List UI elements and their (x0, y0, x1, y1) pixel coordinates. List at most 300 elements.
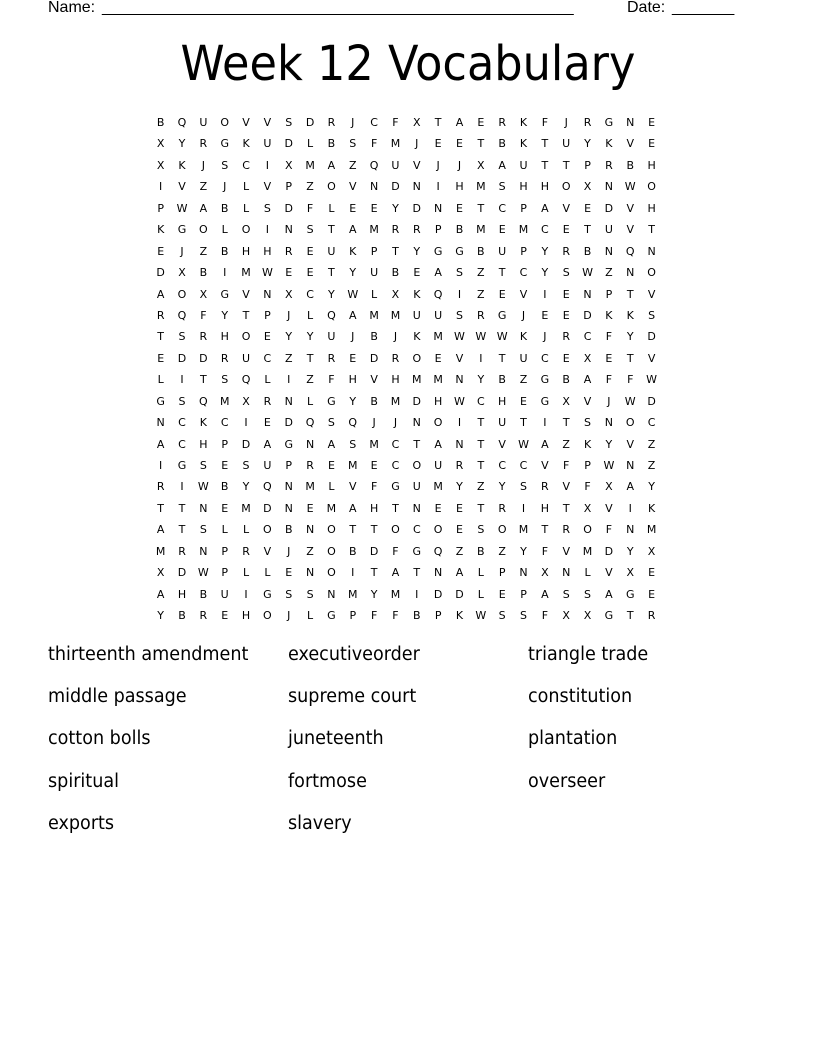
grid-letter[interactable]: W (347, 287, 359, 301)
grid-letter[interactable]: B (413, 609, 421, 623)
grid-letter[interactable]: E (498, 223, 506, 237)
grid-letter[interactable]: L (242, 201, 250, 215)
grid-letter[interactable]: F (541, 544, 549, 558)
grid-letter[interactable]: D (583, 308, 592, 322)
grid-letter[interactable]: D (199, 351, 208, 365)
grid-letter[interactable]: D (369, 544, 379, 558)
grid-letter[interactable]: T (370, 523, 378, 537)
grid-letter[interactable]: Q (433, 287, 443, 301)
grid-letter[interactable]: V (647, 351, 656, 365)
grid-letter[interactable]: T (328, 266, 335, 280)
grid-letter[interactable]: X (626, 566, 634, 580)
grid-letter[interactable]: O (561, 180, 571, 194)
grid-letter[interactable]: V (519, 287, 528, 301)
grid-letter[interactable]: D (647, 330, 656, 344)
grid-letter[interactable]: N (626, 266, 635, 280)
grid-letter[interactable]: L (264, 566, 271, 580)
grid-letter[interactable]: V (626, 223, 634, 237)
grid-letter[interactable]: W (603, 459, 615, 472)
grid-letter[interactable]: N (519, 566, 528, 580)
grid-letter[interactable]: D (455, 587, 464, 601)
grid-letter[interactable]: E (306, 244, 314, 258)
grid-letter[interactable]: D (604, 544, 614, 558)
grid-letter[interactable]: Q (305, 416, 315, 430)
grid-letter[interactable]: U (519, 158, 528, 172)
grid-letter[interactable]: Q (263, 480, 272, 494)
grid-letter[interactable]: E (370, 459, 378, 472)
grid-letter[interactable]: I (244, 587, 248, 601)
grid-letter[interactable]: Q (369, 158, 379, 172)
grid-letter[interactable]: N (263, 287, 272, 301)
grid-letter[interactable]: H (348, 373, 357, 387)
grid-letter[interactable]: P (605, 287, 613, 301)
grid-letter[interactable]: A (156, 523, 165, 537)
grid-letter[interactable]: X (647, 544, 656, 558)
grid-letter[interactable]: W (454, 330, 465, 344)
grid-letter[interactable]: O (625, 416, 635, 430)
grid-letter[interactable]: Y (626, 330, 634, 344)
grid-letter[interactable]: E (370, 201, 378, 215)
grid-letter[interactable]: M (433, 330, 443, 344)
grid-letter[interactable]: T (562, 416, 570, 430)
grid-letter[interactable]: X (583, 609, 592, 623)
grid-letter[interactable]: E (648, 566, 656, 580)
grid-letter[interactable]: O (647, 266, 656, 280)
grid-letter[interactable]: X (156, 566, 165, 580)
grid-letter[interactable]: W (624, 394, 636, 408)
grid-letter[interactable]: N (626, 116, 635, 129)
grid-letter[interactable]: D (647, 394, 656, 408)
grid-letter[interactable]: L (242, 180, 250, 194)
grid-letter[interactable]: R (391, 351, 400, 365)
grid-letter[interactable]: L (157, 373, 164, 387)
grid-letter[interactable]: J (436, 158, 440, 172)
grid-letter[interactable]: J (287, 308, 291, 322)
grid-letter[interactable]: N (156, 416, 165, 430)
grid-letter[interactable]: Y (541, 244, 549, 258)
grid-letter[interactable]: H (540, 180, 549, 194)
grid-letter[interactable]: L (307, 137, 314, 151)
grid-letter[interactable]: F (605, 523, 613, 537)
grid-letter[interactable]: N (284, 480, 293, 494)
grid-letter[interactable]: E (477, 116, 485, 129)
grid-letter[interactable]: T (328, 223, 335, 237)
grid-letter[interactable]: K (605, 137, 613, 151)
grid-letter[interactable]: I (351, 566, 355, 580)
grid-letter[interactable]: Q (433, 544, 443, 558)
grid-letter[interactable]: V (413, 158, 421, 172)
grid-letter[interactable]: M (433, 480, 443, 494)
grid-letter[interactable]: C (519, 266, 528, 280)
grid-letter[interactable]: O (583, 523, 592, 537)
grid-letter[interactable]: O (433, 523, 443, 537)
grid-letter[interactable]: T (626, 609, 634, 623)
grid-letter[interactable]: E (221, 609, 229, 623)
grid-letter[interactable]: R (199, 609, 208, 623)
grid-letter[interactable]: H (241, 244, 251, 258)
grid-letter[interactable]: P (285, 180, 293, 194)
grid-letter[interactable]: M (241, 266, 251, 280)
grid-letter[interactable]: N (434, 566, 443, 580)
grid-letter[interactable]: K (455, 609, 464, 623)
grid-letter[interactable]: O (647, 180, 656, 194)
grid-letter[interactable]: P (370, 244, 378, 258)
grid-letter[interactable]: H (434, 394, 443, 408)
grid-letter[interactable]: L (371, 287, 378, 301)
grid-letter[interactable]: E (498, 587, 506, 601)
grid-letter[interactable]: U (220, 587, 229, 601)
grid-letter[interactable]: J (201, 158, 205, 172)
grid-letter[interactable]: Q (327, 308, 336, 322)
grid-letter[interactable]: O (199, 223, 208, 237)
grid-letter[interactable]: S (263, 201, 271, 215)
grid-letter[interactable]: E (520, 394, 527, 408)
grid-letter[interactable]: V (562, 544, 570, 558)
grid-letter[interactable]: I (457, 416, 462, 430)
grid-letter[interactable]: E (434, 501, 442, 515)
grid-letter[interactable]: M (390, 587, 401, 601)
grid-letter[interactable]: V (647, 287, 656, 301)
grid-letter[interactable]: K (519, 330, 528, 344)
grid-letter[interactable]: T (199, 373, 207, 387)
grid-letter[interactable]: R (284, 244, 293, 258)
grid-letter[interactable]: Z (306, 544, 314, 558)
grid-letter[interactable]: T (370, 566, 378, 580)
grid-letter[interactable]: M (219, 394, 230, 408)
grid-letter[interactable]: Z (562, 437, 570, 451)
grid-letter[interactable]: P (221, 544, 229, 558)
grid-letter[interactable]: E (562, 287, 570, 301)
grid-letter[interactable]: E (285, 266, 293, 280)
grid-letter[interactable]: V (626, 437, 634, 451)
grid-letter[interactable]: A (541, 587, 549, 601)
grid-letter[interactable]: V (349, 180, 357, 194)
grid-letter[interactable]: L (307, 308, 314, 322)
grid-letter[interactable]: L (477, 587, 484, 601)
grid-letter[interactable]: S (498, 609, 506, 623)
grid-letter[interactable]: M (369, 223, 379, 237)
grid-letter[interactable]: E (456, 501, 463, 515)
grid-letter[interactable]: I (180, 373, 184, 387)
grid-letter[interactable]: S (221, 158, 229, 172)
grid-letter[interactable]: E (605, 351, 613, 365)
grid-letter[interactable]: X (583, 501, 592, 515)
grid-letter[interactable]: F (605, 330, 613, 344)
grid-letter[interactable]: N (626, 459, 635, 472)
grid-letter[interactable]: F (370, 137, 378, 151)
grid-letter[interactable]: A (541, 201, 549, 215)
grid-letter[interactable]: T (584, 223, 591, 237)
grid-letter[interactable]: L (307, 394, 314, 408)
grid-letter[interactable]: F (392, 116, 399, 129)
grid-letter[interactable]: Q (625, 244, 635, 258)
grid-letter[interactable]: W (475, 330, 487, 344)
grid-letter[interactable]: M (305, 480, 315, 494)
grid-letter[interactable]: M (326, 501, 337, 515)
grid-letter[interactable]: W (646, 373, 658, 387)
grid-letter[interactable]: S (349, 437, 357, 451)
grid-letter[interactable]: H (391, 373, 400, 387)
grid-letter[interactable]: X (541, 566, 549, 580)
grid-letter[interactable]: A (434, 437, 442, 451)
grid-letter[interactable]: K (349, 244, 357, 258)
grid-letter[interactable]: I (287, 373, 291, 387)
grid-letter[interactable]: G (220, 287, 229, 301)
grid-letter[interactable]: R (306, 459, 314, 472)
grid-letter[interactable]: L (477, 566, 484, 580)
grid-letter[interactable]: P (520, 201, 527, 215)
grid-letter[interactable]: B (284, 523, 293, 537)
grid-letter[interactable]: A (455, 566, 464, 580)
grid-letter[interactable]: U (434, 308, 443, 322)
grid-letter[interactable]: O (241, 330, 251, 344)
grid-letter[interactable]: N (305, 523, 315, 537)
grid-letter[interactable]: C (476, 394, 485, 408)
grid-letter[interactable]: U (434, 459, 443, 472)
grid-letter[interactable]: O (220, 116, 230, 129)
grid-letter[interactable]: U (519, 351, 528, 365)
grid-letter[interactable]: R (327, 116, 336, 129)
grid-letter[interactable]: F (541, 116, 549, 129)
grid-letter[interactable]: X (156, 158, 165, 172)
grid-letter[interactable]: O (327, 180, 336, 194)
grid-letter[interactable]: S (199, 523, 207, 537)
grid-letter[interactable]: Y (520, 544, 527, 558)
grid-letter[interactable]: A (583, 373, 592, 387)
grid-letter[interactable]: Y (370, 587, 378, 601)
grid-letter[interactable]: V (562, 480, 570, 494)
grid-letter[interactable]: X (242, 394, 250, 408)
grid-letter[interactable]: J (415, 137, 419, 151)
grid-letter[interactable]: Q (177, 116, 187, 129)
grid-letter[interactable]: S (584, 416, 592, 430)
grid-letter[interactable]: X (413, 116, 421, 129)
grid-letter[interactable]: H (455, 180, 464, 194)
grid-letter[interactable]: X (562, 394, 570, 408)
grid-letter[interactable]: I (479, 351, 483, 365)
grid-letter[interactable]: P (221, 566, 229, 580)
grid-letter[interactable]: S (520, 609, 527, 623)
grid-letter[interactable]: Z (199, 244, 208, 258)
grid-letter[interactable]: J (393, 416, 398, 430)
grid-letter[interactable]: Y (626, 544, 634, 558)
grid-letter[interactable]: B (477, 544, 485, 558)
grid-letter[interactable]: T (477, 137, 485, 151)
grid-letter[interactable]: O (177, 287, 187, 301)
grid-letter[interactable]: Y (242, 480, 250, 494)
grid-letter[interactable]: P (520, 244, 527, 258)
grid-letter[interactable]: T (242, 308, 250, 322)
grid-letter[interactable]: W (197, 480, 209, 494)
grid-letter[interactable]: N (647, 244, 656, 258)
grid-letter[interactable]: J (351, 116, 355, 129)
grid-letter[interactable]: X (178, 266, 186, 280)
grid-letter[interactable]: E (456, 201, 463, 215)
grid-letter[interactable]: E (221, 459, 229, 472)
grid-letter[interactable]: I (265, 223, 270, 237)
grid-letter[interactable]: U (391, 158, 400, 172)
grid-letter[interactable]: E (349, 201, 357, 215)
grid-letter[interactable]: C (220, 416, 229, 430)
grid-letter[interactable]: G (263, 587, 272, 601)
grid-letter[interactable]: P (221, 437, 229, 451)
grid-letter[interactable]: T (626, 287, 634, 301)
grid-letter[interactable]: E (541, 308, 549, 322)
grid-letter[interactable]: L (242, 523, 250, 537)
grid-letter[interactable]: H (220, 330, 229, 344)
grid-letter[interactable]: S (178, 330, 186, 344)
grid-letter[interactable]: I (436, 180, 440, 194)
grid-letter[interactable]: E (648, 137, 656, 151)
grid-letter[interactable]: X (605, 480, 613, 494)
grid-letter[interactable]: E (456, 523, 463, 537)
grid-letter[interactable]: F (328, 373, 335, 387)
grid-letter[interactable]: O (241, 223, 251, 237)
grid-letter[interactable]: T (498, 266, 506, 280)
grid-letter[interactable]: A (327, 158, 336, 172)
grid-letter[interactable]: T (157, 330, 165, 344)
grid-letter[interactable]: S (285, 587, 293, 601)
grid-letter[interactable]: N (583, 287, 592, 301)
grid-letter[interactable]: S (178, 394, 186, 408)
grid-letter[interactable]: B (178, 609, 186, 623)
grid-letter[interactable]: N (626, 523, 635, 537)
grid-letter[interactable]: F (541, 609, 549, 623)
grid-letter[interactable]: B (370, 330, 378, 344)
grid-letter[interactable]: G (455, 244, 464, 258)
grid-letter[interactable]: K (178, 158, 186, 172)
grid-letter[interactable]: S (648, 308, 656, 322)
grid-letter[interactable]: U (327, 330, 336, 344)
grid-letter[interactable]: D (433, 587, 443, 601)
grid-letter[interactable]: T (413, 566, 421, 580)
grid-letter[interactable]: T (562, 158, 570, 172)
grid-letter[interactable]: R (412, 223, 421, 237)
grid-letter[interactable]: R (477, 308, 485, 322)
grid-letter[interactable]: D (284, 137, 293, 151)
grid-letter[interactable]: T (541, 137, 549, 151)
grid-letter[interactable]: M (518, 523, 529, 537)
grid-letter[interactable]: N (604, 416, 613, 430)
grid-letter[interactable]: A (156, 587, 165, 601)
grid-letter[interactable]: Y (157, 609, 165, 623)
grid-letter[interactable]: D (412, 394, 422, 408)
grid-letter[interactable]: M (369, 437, 379, 451)
grid-letter[interactable]: M (348, 587, 358, 601)
grid-letter[interactable]: N (604, 180, 613, 194)
grid-letter[interactable]: A (156, 437, 165, 451)
grid-letter[interactable]: A (498, 158, 506, 172)
grid-letter[interactable]: Z (519, 373, 528, 387)
grid-letter[interactable]: A (199, 201, 208, 215)
grid-letter[interactable]: A (434, 266, 442, 280)
grid-letter[interactable]: M (305, 158, 315, 172)
grid-letter[interactable]: B (498, 137, 506, 151)
grid-letter[interactable]: V (626, 137, 634, 151)
grid-letter[interactable]: G (177, 223, 187, 237)
grid-letter[interactable]: G (284, 437, 293, 451)
grid-letter[interactable]: L (264, 373, 271, 387)
grid-letter[interactable]: Z (647, 437, 656, 451)
grid-letter[interactable]: C (647, 416, 656, 430)
grid-letter[interactable]: N (284, 223, 293, 237)
grid-letter[interactable]: Y (285, 330, 293, 344)
grid-letter[interactable]: T (498, 351, 506, 365)
grid-letter[interactable]: K (157, 223, 165, 237)
grid-letter[interactable]: G (220, 137, 229, 151)
grid-letter[interactable]: O (327, 523, 336, 537)
grid-letter[interactable]: T (477, 459, 485, 472)
grid-letter[interactable]: G (156, 394, 165, 408)
grid-letter[interactable]: K (626, 308, 634, 322)
grid-letter[interactable]: B (562, 373, 570, 387)
grid-letter[interactable]: E (349, 351, 357, 365)
grid-letter[interactable]: E (562, 223, 570, 237)
grid-letter[interactable]: G (177, 459, 187, 472)
grid-letter[interactable]: V (242, 116, 250, 129)
grid-letter[interactable]: F (563, 459, 570, 472)
grid-letter[interactable]: E (456, 137, 463, 151)
grid-letter[interactable]: O (497, 523, 507, 537)
grid-letter[interactable]: D (412, 201, 422, 215)
grid-letter[interactable]: N (199, 501, 208, 515)
grid-letter[interactable]: M (412, 373, 422, 387)
grid-letter[interactable]: Y (584, 137, 591, 151)
grid-letter[interactable]: R (199, 330, 208, 344)
grid-letter[interactable]: V (626, 201, 634, 215)
grid-letter[interactable]: L (242, 566, 250, 580)
grid-letter[interactable]: L (328, 480, 335, 494)
grid-letter[interactable]: W (518, 437, 529, 451)
grid-letter[interactable]: K (605, 308, 613, 322)
grid-letter[interactable]: Z (306, 373, 314, 387)
grid-letter[interactable]: K (413, 287, 421, 301)
grid-letter[interactable]: C (498, 201, 507, 215)
grid-letter[interactable]: M (390, 308, 401, 322)
grid-letter[interactable]: M (476, 223, 486, 237)
grid-letter[interactable]: A (605, 587, 613, 601)
grid-letter[interactable]: B (220, 201, 229, 215)
grid-letter[interactable]: D (156, 266, 165, 280)
grid-letter[interactable]: Y (178, 137, 186, 151)
grid-letter[interactable]: T (648, 223, 655, 237)
grid-letter[interactable]: Y (349, 394, 357, 408)
grid-letter[interactable]: U (370, 266, 379, 280)
grid-letter[interactable]: W (176, 201, 188, 215)
grid-letter[interactable]: S (285, 116, 293, 129)
grid-letter[interactable]: R (498, 501, 506, 515)
grid-letter[interactable]: R (242, 544, 250, 558)
grid-letter[interactable]: D (241, 437, 251, 451)
grid-letter[interactable]: U (498, 416, 507, 430)
grid-letter[interactable]: G (540, 373, 550, 387)
grid-letter[interactable]: M (241, 501, 251, 515)
grid-letter[interactable]: I (159, 459, 163, 472)
grid-letter[interactable]: J (393, 330, 398, 344)
grid-letter[interactable]: T (349, 523, 357, 537)
grid-letter[interactable]: R (178, 544, 186, 558)
grid-letter[interactable]: K (647, 501, 656, 515)
grid-letter[interactable]: R (605, 158, 613, 172)
grid-letter[interactable]: W (582, 266, 593, 280)
grid-letter[interactable]: Q (241, 373, 251, 387)
grid-letter[interactable]: G (604, 609, 614, 623)
grid-letter[interactable]: B (220, 480, 229, 494)
grid-letter[interactable]: B (220, 244, 229, 258)
grid-letter[interactable]: D (263, 501, 272, 515)
grid-letter[interactable]: Z (605, 266, 613, 280)
grid-letter[interactable]: N (455, 437, 464, 451)
